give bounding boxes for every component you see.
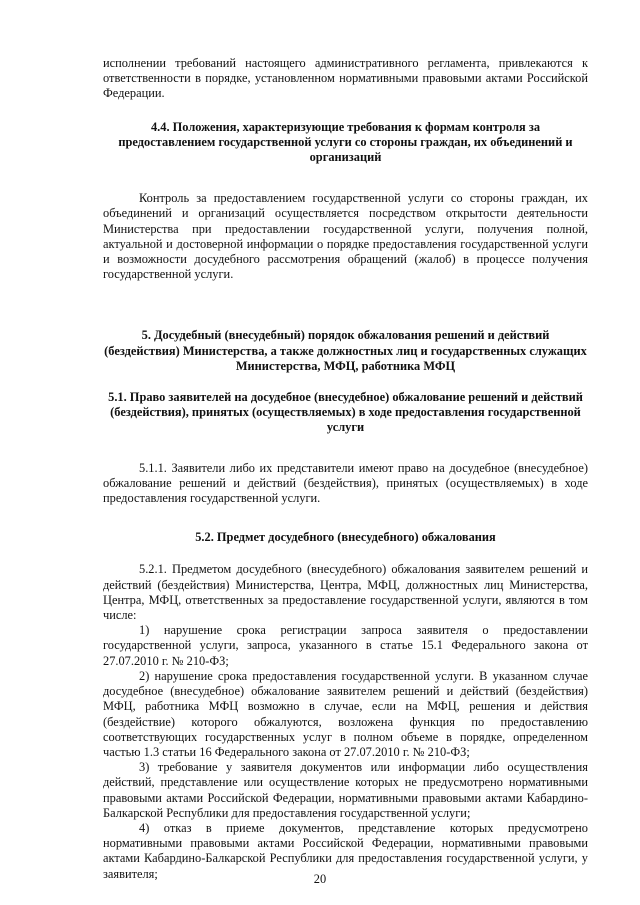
section-4-4-heading: 4.4. Положения, характеризующие требования к формам контроля за предоставлением государственной услуги со стороны граждан, их объединений и организаций [118,119,573,165]
paragraph-5-1-1: 5.1.1. Заявители либо их представители имеют право на досудебное (внесудебное) обжалование решений и действий (бездействия), принятых (осуществляемых) в ходе предоставления государственной услуги. [103,460,588,506]
section-4-4-text: Контроль за предоставлением государственной услуги со стороны граждан, их объединений и организаций осуществляется посредством открытости деятельности Министерства при предоставлении государственной услуги, получения полной, актуальной и достоверной информации о порядке предоставления государственной услуги и возможности досудебного рассмотрения обращений (жалоб) в процессе получения государственной услуги. [103,191,588,282]
document-page [103,56,588,882]
section-5-2-heading: 5.2. Предмет досудебного (внесудебного) обжалования [195,530,496,545]
page-number: 20 [313,872,327,886]
list-item: 2) нарушение срока предоставления государственной услуги. В указанном случае досудебное (внесудебное) обжалование заявителем решений и действий (бездействия) МФЦ, работника МФЦ возможно в случае, если на МФЦ, решения и действия (бездействие) которого обжалуются, возложена функция по предоставлению соответствующих государственных услуг в полном объеме в порядке, определенном частью 1.3 статьи 16 Федерального закона от 27.07.2010 г. № 210-ФЗ; [103,668,588,759]
list-item: 1) нарушение срока регистрации запроса заявителя о предоставлении государственной услуги, запроса, указанного в статье 15.1 Федерального закона от 27.07.2010 г. № 210-ФЗ; [103,623,588,668]
intro-paragraph: исполнении требований настоящего административного регламента, привлекаются к ответственности в порядке, установленном нормативными правовыми актами Российской Федерации. [103,56,588,101]
paragraph-5-2-1: 5.2.1. Предметом досудебного (внесудебного) обжалования заявителем решений и действий (бездействия) Министерства, Центра, МФЦ, должностных лиц Министерства, Центра, МФЦ, ответственных за предоставление государственной услуги, являются в том числе: [103,562,588,623]
list-item: 3) требование у заявителя документов или информации либо осуществления действий, представление или осуществление которых не предусмотрено нормативными правовыми актами Российской Федерации, нормативными правовыми актами Кабардино-Балкарской Республики для предоставления государственной услуги; [103,760,588,820]
section-5-heading: 5. Досудебный (внесудебный) порядок обжалования решений и действий (бездействия) Министерства, а также должностных лиц и государственных служащих Министерства, МФЦ, работника МФЦ [104,328,587,373]
list-item: 4) отказ в приеме документов, представление которых предусмотрено нормативными правовыми актами Российской Федерации, нормативными правовыми актами Кабардино-Балкарской Республики для предоставления государственной услуги, у заявителя; [103,820,588,881]
section-5-1-heading: 5.1. Право заявителей на досудебное (внесудебное) обжалование решений и действий (бездействия), принятых (осуществляемых) в ходе предоставления государственной услуги [108,390,583,435]
